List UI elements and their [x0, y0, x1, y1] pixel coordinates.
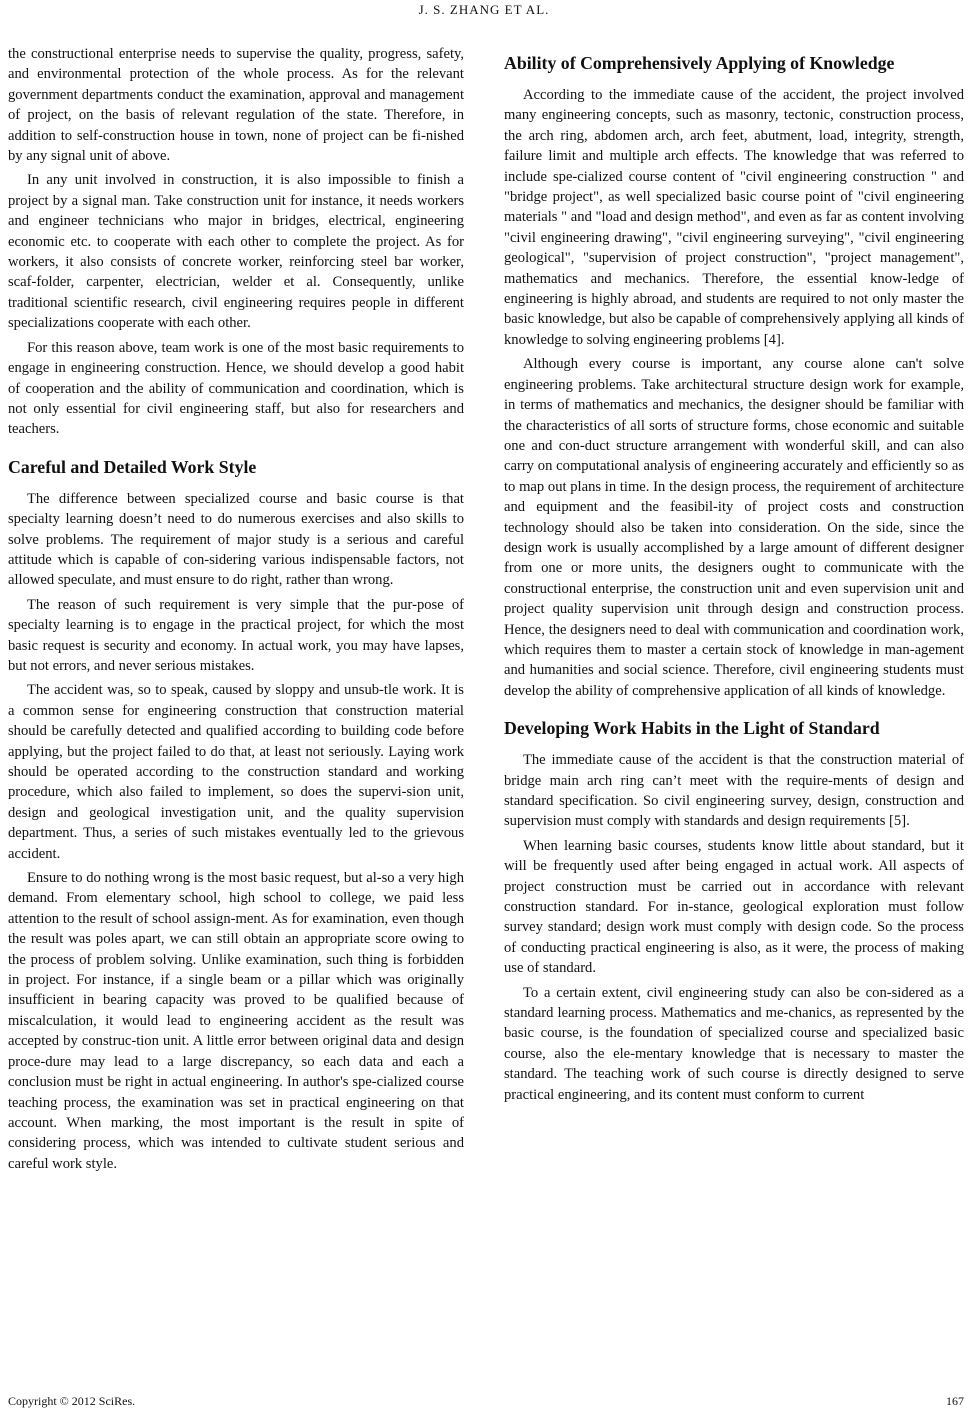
paragraph: The accident was, so to speak, caused by sloppy and unsub-tle work. It is a common sense for engineering construction that construction material should be carefully detected and qualified according to building code before applying, but the project failed to do that, at least not seriously. Laying work should be operated according to the construction standard and working procedure, which also failed to implement, so does the supervi-sion unit, design and geological investigation unit, and the quality supervision department. Thus, a series of such mistakes eventually led to the grievous accident. [8, 682, 464, 862]
left-column [8, 44, 464, 1178]
paragraph: the constructional enterprise needs to supervise the quality, progress, safety, and environmental protection of the whole process. As for the relevant government departments conduct the examination, approval and management of project, on the basis of relevant regulation of the state. Therefore, in addition to self-construction house in town, none of project can be fi-nished by any signal unit of above. [8, 46, 464, 165]
right-column [504, 44, 964, 1109]
copyright-notice: Copyright © 2012 SciRes. [8, 1394, 136, 1408]
paragraph: According to the immediate cause of the accident, the project involved many engineering concepts, such as masonry, tectonic, construction process, the arch ring, abdomen arch, arch feet, abutment, load, integrity, strength, failure limit and multiple arch effects. The knowledge that was referred to include spe-cialized course content of "civil engineering construction " and "bridge project", as well specialized basic course point of "civil engineering materials " and "load and design method", and even as far as content involving "civil engineering drawing", "civil engineering surveying", "civil engineering geological", "supervision of project construction", "project management", mathematics and mechanics. Therefore, the essential know-ledge of engineering is highly abroad, and students are required to not only master the basic knowledge, but also be capable of comprehensively applying all kinds of knowledge to solving engineering problems [4]. [504, 87, 964, 348]
paragraph: In any unit involved in construction, it is also impossible to finish a project by a signal man. Take construction unit for instance, it needs workers and engineer technicians who major in bridges, electrical, engineering economic etc. to cooperate with each other to complete the project. As for workers, it also consists of concrete worker, reinforcing steel bar worker, scaf-folder, carpenter, electrician, welder et al. Consequently, unlike traditional scientific research, civil engineering requires people in different specializations cooperate with each other. [8, 172, 464, 332]
paragraph: The difference between specialized course and basic course is that specialty learning doesn’t need to do numerous exercises and also skills to solve problems. The requirement of major study is a serious and careful attitude which is capable of con-sidering various indispensable factors, not allowed speculate, and must ensure to do right, rather than wrong. [8, 490, 464, 589]
running-head: J. S. ZHANG ET AL. [418, 2, 550, 17]
section-heading: Ability of Comprehensively Applying of Knowledge [504, 53, 895, 73]
section-heading: Developing Work Habits in the Light of Standard [504, 718, 880, 739]
paragraph: To a certain extent, civil engineering study can also be con-sidered as a standard learning process. Mathematics and me-chanics, as represented by the basic course, is the foundation of specialized course and specialized basic course, also the ele-mentary knowledge that is necessary to master the standard. The teaching work of such course is directly designed to serve practical engineering, and its content must conform to current [504, 984, 964, 1103]
page-number: 167 [946, 1394, 964, 1408]
section-heading: Careful and Detailed Work Style [8, 456, 257, 477]
paragraph: The immediate cause of the accident is that the construction material of bridge main arch ring can’t meet with the require-ments of design and standard specification. So civil engineering survey, design, construction and supervision must comply with standards and design requirements [5]. [504, 752, 964, 830]
paragraph: The reason of such requirement is very simple that the pur-pose of specialty learning is to engage in the practical project, for which the most basic request is security and economy. In actual work, you may have lapses, but not errors, and never serious mistakes. [8, 596, 464, 674]
paragraph: When learning basic courses, students know little about standard, but it will be frequently used after being engaged in actual work. All aspects of project construction must be carried out in accordance with relevant construction standard. For in-stance, geological exploration must follow survey standard; design work must comply with design code. So the process of conducting practical engineering is also, as it were, the process of making use of standard. [504, 837, 964, 977]
paragraph: Although every course is important, any course alone can't solve engineering problems. Take architectural structure design work for example, in terms of mathematics and mechanics, the designer should be familiar with the characteristics of all sorts of structure forms, chose economic and suitable one and con-duct structure arrangement with wonderful skill, and can also carry on computational analysis of engineering accurately and efficiently so as to map out plans in time. In the design process, the requirement of architecture and equipment and the feasibil-ity of project costs and construction technology should also be taken into consideration. On the side, since the design work is usually accomplished by a large amount of different designer from one or more units, the designers ought to communicate with the constructional enterprise, the construction unit and even supervision unit and project quality supervision unit through design and construction process. Hence, the designers need to deal with communication and coordination work, which requires them to master a certain stock of knowledge in man-agement and humanities and social science. Therefore, civil engineering students must develop the ability of comprehensive application of all kinds of knowledge. [504, 356, 964, 699]
paragraph: For this reason above, team work is one of the most basic requirements to engage in engineering construction. Hence, we should develop a good habit of cooperation and the ability of communication and coordination, which is not only essential for civil engineering staff, but also for researchers and teachers. [8, 339, 464, 438]
paragraph: Ensure to do nothing wrong is the most basic request, but al-so a very high demand. From elementary school, high school to college, we paid less attention to the result of school assign-ment. As for examination, even though the result was poles apart, we can still obtain an appropriate score owing to the process of problem solving. Unlike examination, such thing is forbidden in project. For instance, if a single beam or a pillar which was originally insufficient in bearing capacity was proved to be qualified because of miscalculation, it would lead to engineering accident as the result was accepted by construc-tion unit. A little error between original data and design proce-dure may lead to a large discrepancy, so each data and each a conclusion must be right in actual engineering. In author's spe-cialized course teaching process, the examination was set in practical engineering on that account. When marking, the most important is the result in spite of considering process, which was intended to cultivate student serious and careful work style. [8, 870, 464, 1172]
page-footer [8, 1394, 964, 1409]
